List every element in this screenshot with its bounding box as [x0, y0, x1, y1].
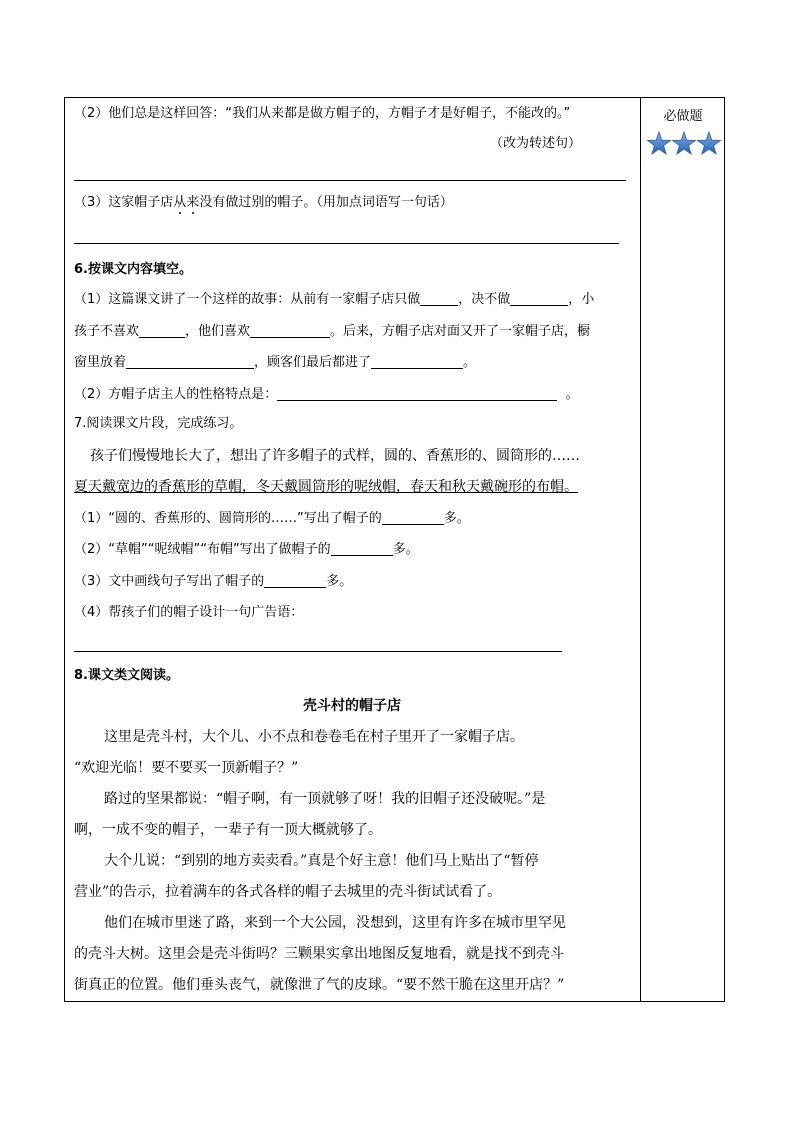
- q7-passage-line2: 夏天戴宽边的香蕉形的草帽，冬天戴圆筒形的呢绒帽，春天和秋天戴碗形的布帽。: [74, 479, 578, 495]
- fill-blank[interactable]: [126, 354, 254, 369]
- q7-item1: （1）“圆的、香蕉形的、圆筒形的……”写出了帽子的 多。: [74, 511, 470, 526]
- column-divider: [640, 97, 641, 1002]
- story-line: 啊，一成不变的帽子，一辈子有一顶大概就够了。: [74, 822, 382, 838]
- q6-line2: 孩子不喜欢 ，他们喜欢 。后来，方帽子店对面又开了一家帽子店，橱: [74, 324, 591, 339]
- story-line: 营业”的告示，拉着满车的各式各样的帽子去城里的壳斗街试试看了。: [74, 884, 502, 900]
- fill-blank[interactable]: [264, 573, 326, 588]
- story-line: 路过的坚果都说：“帽子啊，有一顶就够了呀！我的旧帽子还没破呢。”是: [104, 791, 546, 807]
- q8-heading: 8.课文类文阅读。: [74, 668, 179, 683]
- q7-item3: （3）文中画线句子写出了帽子的 多。: [74, 574, 353, 589]
- q6-line1: （1）这篇课文讲了一个这样的故事：从前有一家帽子店只做 ，决不做 ，小: [74, 292, 595, 307]
- fill-blank[interactable]: [510, 291, 568, 306]
- q5-item2-hint: （改为转述句）: [490, 136, 582, 151]
- fill-blank[interactable]: [420, 291, 458, 306]
- fill-blank[interactable]: [139, 323, 185, 338]
- required-label: 必做题: [663, 109, 703, 124]
- fill-blank[interactable]: [250, 323, 330, 338]
- q6-line3: 窗里放着 ，顾客们最后都进了 。: [74, 355, 477, 370]
- story-line: “欢迎光临！要不要买一顶新帽子？”: [74, 760, 299, 776]
- q6-line4: （2）方帽子店主人的性格特点是： 。: [74, 387, 579, 402]
- star-icon: [673, 132, 696, 154]
- answer-line[interactable]: [74, 651, 562, 652]
- fill-blank[interactable]: [382, 510, 444, 525]
- q5-item3: （3）这家帽子店从来没有做过别的帽子。（用加点词语写一句话）: [74, 195, 453, 210]
- story-line: 的壳斗大树。这里会是壳斗街吗？三颗果实拿出地图反复地看，就是找不到壳斗: [74, 946, 564, 962]
- q5-item2: （2）他们总是这样回答：“我们从来都是做方帽子的，方帽子才是好帽子，不能改的。”: [74, 106, 571, 121]
- star-icon: [698, 132, 721, 154]
- answer-line[interactable]: [74, 243, 619, 244]
- difficulty-stars: [646, 130, 722, 158]
- fill-blank[interactable]: [331, 541, 393, 556]
- story-line: 这里是壳斗村，大个儿、小不点和卷卷毛在村子里开了一家帽子店。: [104, 729, 524, 745]
- fill-blank[interactable]: [371, 354, 463, 369]
- story-title: 壳斗村的帽子店: [303, 698, 401, 714]
- story-line: 街真正的位置。他们垂头丧气，就像泄了气的皮球。“要不然干脆在这里开店？”: [74, 977, 565, 993]
- q7-item4: （4）帮孩子们的帽子设计一句广告语：: [74, 605, 304, 620]
- story-line: 他们在城市里迷了路，来到一个大公园，没想到，这里有许多在城市里罕见: [104, 915, 566, 931]
- q7-heading: 7.阅读课文片段，完成练习。: [74, 416, 243, 431]
- q6-heading: 6.按课文内容填空。: [74, 262, 192, 277]
- answer-line[interactable]: [74, 180, 626, 181]
- story-line: 大个儿说：“到别的地方卖卖看。”真是个好主意！他们马上贴出了“暂停: [104, 853, 539, 869]
- fill-blank[interactable]: [277, 386, 557, 401]
- star-icon: [648, 132, 671, 154]
- q7-passage-line1: 孩子们慢慢地长大了，想出了许多帽子的式样，圆的、香蕉形的、圆筒形的……: [90, 448, 580, 464]
- q7-item2: （2）“草帽”“呢绒帽”“布帽”写出了做帽子的 多。: [74, 542, 419, 557]
